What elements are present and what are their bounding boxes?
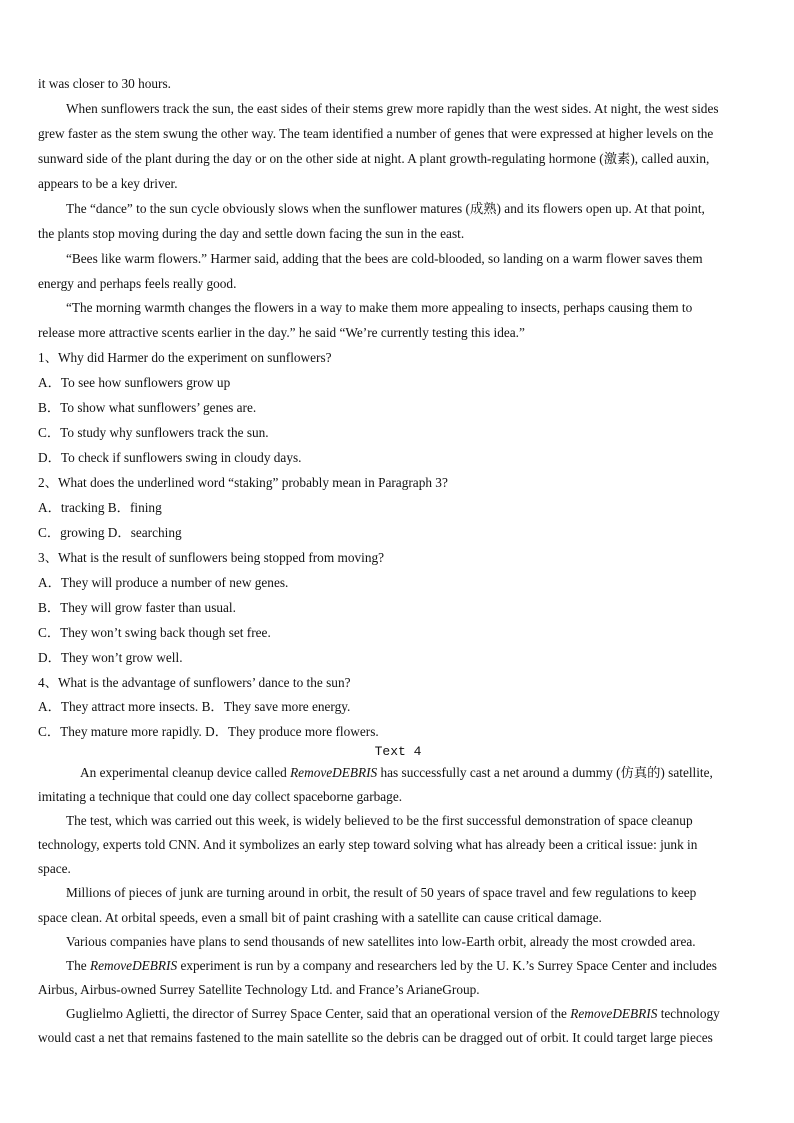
text-line <box>38 272 758 297</box>
text-line <box>38 496 758 521</box>
text-segment: grew faster as the stem swung the other way. The team identified a number of genes that were expressed at higher levels on the <box>38 125 714 141</box>
text-line <box>38 671 758 696</box>
text-segment: A．They attract more insects. B．They save more energy. <box>38 699 351 715</box>
text-segment: experiment is run by a company and researchers led by the U. K.’s Surrey Space Center and includes <box>177 957 717 973</box>
text-segment: has successfully cast a net around a dummy (仿真的) satellite, <box>377 765 713 780</box>
text-segment: technology <box>657 1005 720 1021</box>
text-segment: 2、What does the underlined word “staking” probably mean in Paragraph 3? <box>38 475 448 490</box>
text-segment: C．They mature more rapidly. D．They produce more flowers. <box>38 724 379 740</box>
text-segment: imitating a technique that could one day collect spaceborne garbage. <box>38 789 403 805</box>
text-line <box>38 172 758 197</box>
text-line <box>38 396 758 421</box>
text-line <box>38 521 758 546</box>
passage-text4 <box>38 743 758 1050</box>
text-segment: Airbus, Airbus-owned Surrey Satellite Technology Ltd. and France’s ArianeGroup. <box>38 981 480 997</box>
text-line <box>38 471 758 496</box>
text-segment: A．To see how sunflowers grow up <box>38 375 231 391</box>
text-line <box>38 761 758 785</box>
passage-text3-continuation <box>38 72 758 745</box>
text-line <box>38 930 758 954</box>
text-segment: An experimental cleanup device called <box>80 765 291 780</box>
text-line <box>38 809 758 833</box>
text-segment: Millions of pieces of junk are turning around in orbit, the result of 50 years of space travel and few regulations to keep <box>66 885 697 901</box>
text-line <box>38 147 758 172</box>
text-line <box>38 296 758 321</box>
text-segment: Various companies have plans to send thousands of new satellites into low-Earth orbit, already the most crowded area. <box>66 933 696 949</box>
text-line <box>38 857 758 881</box>
text-segment: Guglielmo Aglietti, the director of Surrey Space Center, said that an operational version of the <box>66 1005 571 1021</box>
text-segment: C．They won’t swing back though set free. <box>38 624 271 640</box>
text-line <box>38 720 758 745</box>
text-segment: would cast a net that remains fastened to the main satellite so the debris can be dragged out of orbit. It could target large pieces <box>38 1030 713 1046</box>
text-line <box>38 371 758 396</box>
italic-term: RemoveDEBRIS <box>90 957 178 973</box>
text-line <box>38 1002 758 1026</box>
text-line <box>38 197 758 222</box>
text-segment: A．They will produce a number of new genes. <box>38 574 289 590</box>
text-line <box>38 695 758 720</box>
text-line <box>38 906 758 930</box>
text-segment: space clean. At orbital speeds, even a small bit of paint crashing with a satellite can cause critical damage. <box>38 909 602 925</box>
text-segment: B．To show what sunflowers’ genes are. <box>38 400 257 416</box>
italic-term: RemoveDEBRIS <box>570 1005 658 1021</box>
text-segment: the plants stop moving during the day and settle down facing the sun in the east. <box>38 225 465 241</box>
text-line <box>38 346 758 371</box>
text-line <box>38 247 758 272</box>
text-line <box>38 222 758 247</box>
text-line <box>38 978 758 1002</box>
text-segment: 3、What is the result of sunflowers being stopped from moving? <box>38 549 385 565</box>
text-segment: C．growing D．searching <box>38 524 182 540</box>
text-segment: “Bees like warm flowers.” Harmer said, adding that the bees are cold-blooded, so landing on a warm flower saves them <box>66 250 703 266</box>
text-segment: The <box>66 957 90 973</box>
text-segment: D．To check if sunflowers swing in cloudy days. <box>38 450 302 466</box>
text-segment: appears to be a key driver. <box>38 175 178 191</box>
text-segment: When sunflowers track the sun, the east sides of their stems grew more rapidly than the west sides. At night, the west sides <box>66 100 719 116</box>
text-segment: space. <box>38 861 71 877</box>
text-segment: technology, experts told CNN. And it symbolizes an early step toward solving what has already been a critical issue: junk in <box>38 837 698 853</box>
text-segment: energy and perhaps feels really good. <box>38 275 237 291</box>
text-segment: 1、Why did Harmer do the experiment on sunflowers? <box>38 350 332 366</box>
text-segment: 4、What is the advantage of sunflowers’ dance to the sun? <box>38 674 351 690</box>
text-segment: D．They won’t grow well. <box>38 649 183 665</box>
text-line <box>38 546 758 571</box>
text-line <box>38 321 758 346</box>
italic-term: RemoveDEBRIS <box>290 765 378 780</box>
text-segment: C．To study why sunflowers track the sun. <box>38 425 269 441</box>
text-line <box>38 97 758 122</box>
text-segment: A．tracking B．fining <box>38 499 162 515</box>
text-line <box>38 621 758 646</box>
text-line <box>38 446 758 471</box>
text-segment: release more attractive scents earlier in the day.” he said “We’re currently testing this idea.” <box>38 325 525 341</box>
text-line <box>38 596 758 621</box>
text-segment: sunward side of the plant during the day or on the other side at night. A plant growth-regulating hormone (激素), called auxin, <box>38 150 710 166</box>
text-line <box>38 646 758 671</box>
text-line <box>38 72 758 97</box>
text-line <box>38 954 758 978</box>
text-line <box>38 833 758 857</box>
text-segment: “The morning warmth changes the flowers in a way to make them more appealing to insects, perhaps causing them to <box>66 300 693 316</box>
text-line <box>38 421 758 446</box>
text-segment: The test, which was carried out this week, is widely believed to be the first successful demonstration of space cleanup <box>66 813 693 829</box>
text-line <box>38 785 758 809</box>
text-segment: The “dance” to the sun cycle obviously slows when the sunflower matures (成熟) and its flowers open up. At that point, <box>66 200 705 216</box>
section-title: Text 4 <box>374 744 422 759</box>
text-segment: it was closer to 30 hours. <box>38 76 171 91</box>
text-line <box>38 1026 758 1050</box>
text-segment: B．They will grow faster than usual. <box>38 599 236 615</box>
text-line <box>38 122 758 147</box>
text-line <box>38 571 758 596</box>
text-line <box>38 881 758 905</box>
